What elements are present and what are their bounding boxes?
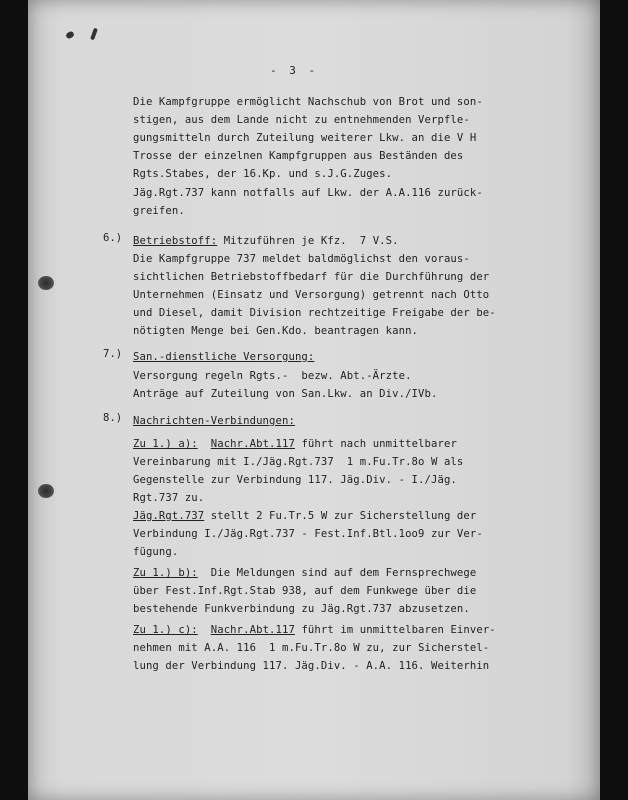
text-line: Unternehmen (Einsatz und Versorgung) getrennt nach Otto — [133, 289, 490, 301]
jag-first-line — [133, 507, 476, 525]
section-8-heading: Nachrichten-Verbindungen: — [133, 415, 295, 427]
sub-c-label: Zu 1.) c): — [133, 624, 198, 636]
sub-b-rest: Die Meldungen sind auf dem Fernsprechwege — [197, 567, 477, 579]
sub-c-unit: Nachr.Abt.117 — [210, 624, 295, 636]
section-7-number: 7.) — [103, 348, 123, 360]
sub-c-rest: führt im unmittelbaren Einver- — [294, 624, 496, 636]
section-6-number: 6.) — [103, 232, 123, 244]
text-line: und Diesel, damit Division rechtzeitige Freigabe der be- — [133, 307, 496, 319]
section-8-number: 8.) — [103, 412, 123, 424]
jag-rest: stellt 2 Fu.Tr.5 W zur Sicherstellung der — [204, 510, 477, 522]
text-line: fügung. — [133, 546, 179, 558]
text-line: Die Kampfgruppe 737 meldet baldmöglichst den voraus- — [133, 253, 470, 265]
text-line: Jäg.Rgt.737 kann notfalls auf Lkw. der A.A.116 zurück- — [133, 187, 483, 199]
section-6-heading-line — [133, 232, 399, 250]
ink-smudge — [90, 28, 98, 41]
section-6-heading: Betriebstoff: — [133, 235, 218, 247]
page-number: - 3 - — [270, 64, 319, 77]
section-7-heading: San.-dienstliche Versorgung: — [133, 351, 315, 363]
text-line: Rgt.737 zu. — [133, 492, 205, 504]
sub-a-label: Zu 1.) a): — [133, 438, 198, 450]
text-line: greifen. — [133, 205, 185, 217]
jag-unit: Jäg.Rgt.737 — [133, 510, 205, 522]
sub-a-first-line — [133, 435, 457, 453]
section-6-heading-rest: Mitzuführen je Kfz. 7 V.S. — [217, 235, 399, 247]
sub-b-first-line — [133, 564, 476, 582]
sub-b-label: Zu 1.) b): — [133, 567, 198, 579]
text-line: Die Kampfgruppe ermöglicht Nachschub von Brot und son- — [133, 96, 483, 108]
text-line: Rgts.Stabes, der 16.Kp. und s.J.G.Zuges. — [133, 168, 393, 180]
sub-c-first-line — [133, 621, 496, 639]
text-line: Vereinbarung mit I./Jäg.Rgt.737 1 m.Fu.Tr.8o W als — [133, 456, 464, 468]
text-line: über Fest.Inf.Rgt.Stab 938, auf dem Funkwege über die — [133, 585, 477, 597]
punch-hole — [38, 484, 54, 498]
text-line: gungsmitteln durch Zuteilung weiterer Lkw. an die V H — [133, 132, 477, 144]
sub-a-rest: führt nach unmittelbarer — [294, 438, 457, 450]
text-line: sichtlichen Betriebstoffbedarf für die Durchführung der — [133, 271, 490, 283]
text-line: Verbindung I./Jäg.Rgt.737 - Fest.Inf.Btl.1oo9 zur Ver- — [133, 528, 483, 540]
text-line: Trosse der einzelnen Kampfgruppen aus Beständen des — [133, 150, 464, 162]
text-line: stigen, aus dem Lande nicht zu entnehmenden Verpfle- — [133, 114, 470, 126]
punch-hole — [38, 276, 54, 290]
text-line: nötigten Menge bei Gen.Kdo. beantragen kann. — [133, 325, 419, 337]
text-line: bestehende Funkverbindung zu Jäg.Rgt.737 abzusetzen. — [133, 603, 470, 615]
text-line: nehmen mit A.A. 116 1 m.Fu.Tr.8o W zu, zur Sicherstel- — [133, 642, 490, 654]
text-line: lung der Verbindung 117. Jäg.Div. - A.A. 116. Weiterhin — [133, 660, 490, 672]
text-line: Anträge auf Zuteilung von San.Lkw. an Div./IVb. — [133, 388, 438, 400]
ink-smudge — [65, 30, 75, 39]
sub-a-unit: Nachr.Abt.117 — [210, 438, 295, 450]
text-line: Versorgung regeln Rgts.- bezw. Abt.-Ärzte. — [133, 370, 412, 382]
text-line: Gegenstelle zur Verbindung 117. Jäg.Div. - I./Jäg. — [133, 474, 457, 486]
